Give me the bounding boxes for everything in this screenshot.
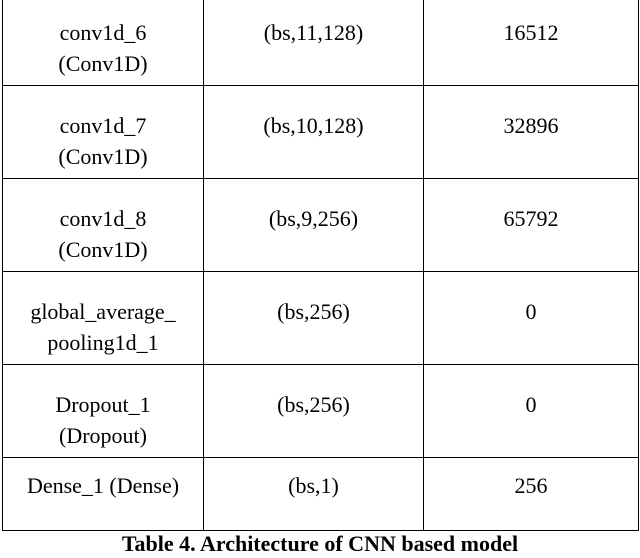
table-row — [3, 272, 639, 365]
architecture-table — [2, 0, 639, 531]
layer-name: Dropout_1 — [55, 392, 151, 417]
output-shape-cell: (bs,256) — [204, 365, 424, 458]
param-count-cell: 65792 — [424, 179, 639, 272]
layer-name: conv1d_7 — [59, 113, 147, 138]
layer-type: (Conv1D) — [58, 144, 148, 169]
table-row — [3, 86, 639, 179]
param-count-cell: 0 — [424, 272, 639, 365]
layer-type: pooling1d_1 — [47, 330, 159, 355]
output-shape-cell: (bs,10,128) — [204, 86, 424, 179]
layer-cell — [3, 86, 204, 179]
layer-name: conv1d_8 — [59, 206, 147, 231]
table-row — [3, 458, 639, 531]
table-caption: Table 4. Architecture of CNN based model — [121, 531, 519, 556]
layer-cell — [3, 458, 204, 531]
layer-cell — [3, 272, 204, 365]
table-row — [3, 179, 639, 272]
output-shape-cell: (bs,1) — [204, 458, 424, 531]
output-shape-cell: (bs,256) — [204, 272, 424, 365]
layer-type: (Dropout) — [59, 423, 147, 448]
param-count-cell: 32896 — [424, 86, 639, 179]
output-shape-cell: (bs,9,256) — [204, 179, 424, 272]
param-count-cell: 256 — [424, 458, 639, 531]
param-count-cell: 16512 — [424, 0, 639, 86]
layer-name: Dense_1 (Dense) — [26, 473, 180, 498]
param-count-cell: 0 — [424, 365, 639, 458]
layer-name: global_average_ — [30, 299, 176, 324]
output-shape-cell: (bs,11,128) — [204, 0, 424, 86]
layer-type: (Conv1D) — [58, 51, 148, 76]
layer-cell — [3, 179, 204, 272]
layer-type: (Conv1D) — [58, 237, 148, 262]
layer-name: conv1d_6 — [59, 20, 147, 45]
layer-cell — [3, 0, 204, 86]
table-row — [3, 0, 639, 86]
layer-cell — [3, 365, 204, 458]
table-row — [3, 365, 639, 458]
